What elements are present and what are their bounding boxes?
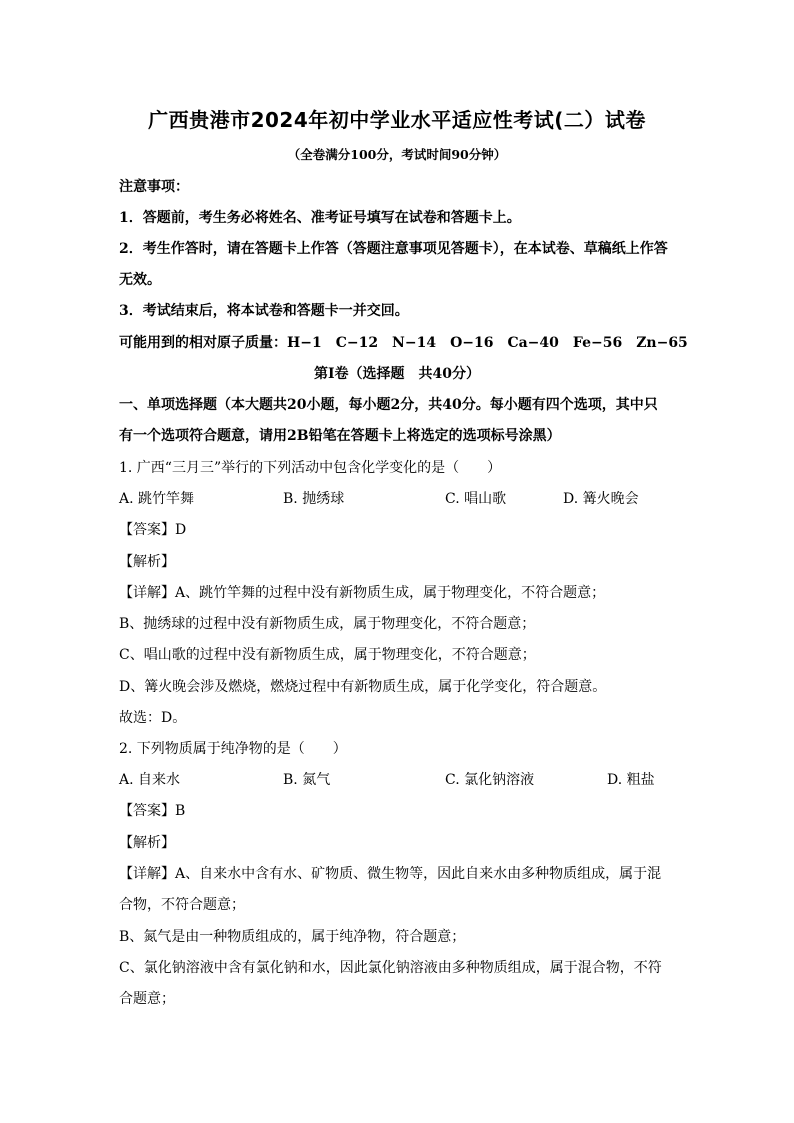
answer-line: 【答案】D: [119, 522, 187, 538]
analysis-label: 【解析】: [119, 554, 175, 570]
notice-item-continued: 无效。: [119, 272, 161, 288]
option-d: D. 篝火晚会: [563, 491, 639, 507]
detail-line: 【详解】A、自来水中含有水、矿物质、微生物等，因此自来水由多种物质组成，属于混: [119, 866, 662, 882]
detail-line: C、唱山歌的过程中没有新物质生成，属于物理变化，不符合题意；: [119, 647, 536, 663]
section-instruction: 一、单项选择题（本大题共20小题，每小题2分，共40分。每小题有四个选项，其中只: [119, 397, 658, 413]
detail-line: B、氮气是由一种物质组成的，属于纯净物，符合题意；: [119, 929, 466, 945]
option-d: D. 粗盐: [607, 772, 655, 788]
question-stem: 1. 广西“三月三”举行的下列活动中包含化学变化的是（ ）: [119, 460, 502, 476]
detail-line: 合题意；: [119, 991, 175, 1007]
detail-line: 故选：D。: [119, 710, 187, 726]
section-instruction-continued: 有一个选项符合题意，请用2B铅笔在答题卡上将选定的选项标号涂黑）: [119, 428, 561, 444]
exam-subtitle: （全卷满分100分，考试时间90分钟）: [287, 147, 507, 162]
notice-item: 1．答题前，考生务必将姓名、准考证号填写在试卷和答题卡上。: [119, 210, 521, 226]
option-a: A. 跳竹竿舞: [119, 491, 195, 507]
option-b: B. 抛绣球: [283, 491, 345, 507]
detail-line: 合物，不符合题意；: [119, 897, 245, 913]
detail-line: 【详解】A、跳竹竿舞的过程中没有新物质生成，属于物理变化，不符合题意；: [119, 585, 606, 601]
option-c: C. 氯化钠溶液: [445, 772, 535, 788]
detail-line: D、篝火晚会涉及燃烧，燃烧过程中有新物质生成，属于化学变化，符合题意。: [119, 679, 607, 695]
page-title: 广西贵港市2024年初中学业水平适应性考试(二）试卷: [148, 108, 646, 132]
question-stem: 2. 下列物质属于纯净物的是（ ）: [119, 741, 347, 757]
answer-line: 【答案】B: [119, 803, 186, 819]
section-title: 第Ⅰ卷（选择题 共40分）: [313, 366, 481, 382]
analysis-label: 【解析】: [119, 835, 175, 851]
option-a: A. 自来水: [119, 772, 181, 788]
notice-item: 2．考生作答时，请在答题卡上作答（答题注意事项见答题卡），在本试卷、草稿纸上作答: [119, 241, 668, 257]
notice-heading: 注意事项：: [119, 179, 189, 195]
detail-line: C、氯化钠溶液中含有氯化钠和水，因此氯化钠溶液由多种物质组成，属于混合物，不符: [119, 960, 662, 976]
atomic-mass-line: 可能用到的相对原子质量：H−1 C−12 N−14 O−16 Ca−40 Fe−56 Zn−65: [119, 335, 688, 351]
detail-line: B、抛绣球的过程中没有新物质生成，属于物理变化，不符合题意；: [119, 616, 536, 632]
notice-item: 3．考试结束后，将本试卷和答题卡一并交回。: [119, 303, 409, 319]
option-b: B. 氮气: [283, 772, 331, 788]
option-c: C. 唱山歌: [445, 491, 507, 507]
